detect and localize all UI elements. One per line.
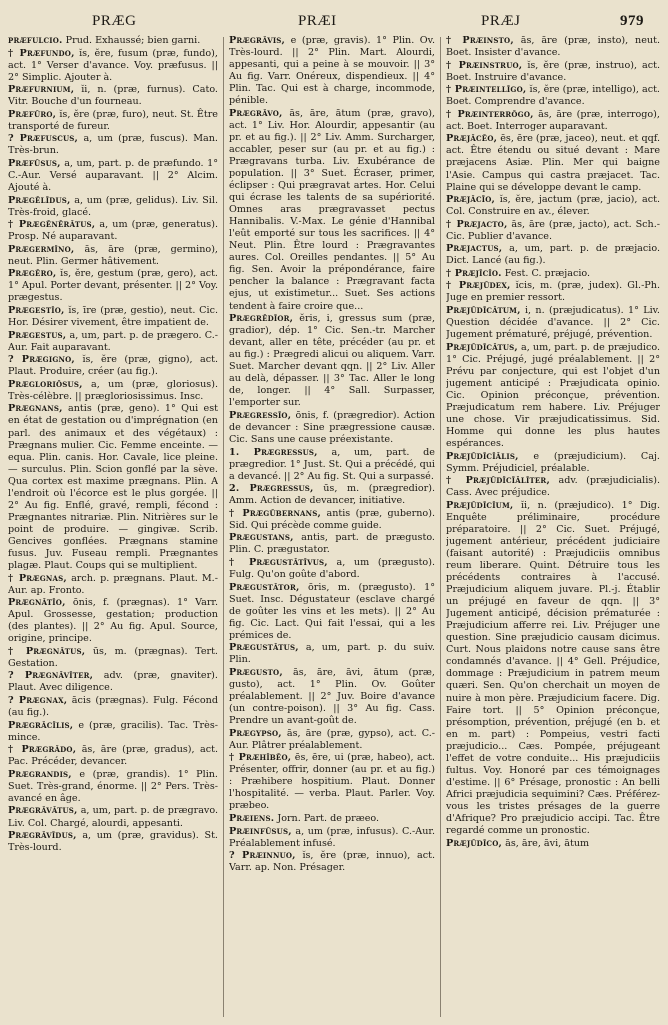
- running-head: [0, 13, 668, 35]
- entry-definition: ās, āre, āvi, ātum (præ, gusto), act. 1° Plin. Ov. Goûter préalablement. || 2° Juv. Boire d'avance (un contre-poison). || 3° Au fig. Cass. Prendre un avant-goût de.: [229, 666, 435, 727]
- dictionary-entry: [8, 830, 218, 854]
- dictionary-entry: [8, 597, 218, 645]
- entry-definition: ōris, m. (prægusto). 1° Suet. Insc. Dégustateur (esclave chargé de goûter les vins et les mets). || 2° Au fig. Cic. Lact. Qui fait l'essai, qui a les prémices de.: [229, 581, 435, 641]
- header-left-guideword: PRÆG: [92, 13, 137, 29]
- entry-headword: Prægressĭo,: [229, 409, 292, 421]
- dictionary-entry: [229, 508, 435, 532]
- dictionary-entry: [8, 195, 218, 219]
- dictionary-entry: [8, 670, 218, 694]
- entry-definition: e (præ, gracilis). Tac. Très-mince.: [8, 719, 218, 743]
- dictionary-entry: [446, 305, 660, 341]
- entry-headword: Præjūdĭco,: [446, 837, 503, 849]
- entry-definition: ūs, m. (prægredior). Amm. Action de devancer, initiative.: [229, 483, 435, 507]
- entry-definition: ās, āre (præ, germino), neut. Plin. Germer hâtivement.: [8, 243, 218, 267]
- dictionary-entry: [446, 35, 660, 59]
- entry-headword: Præjūdĭcātus,: [446, 341, 518, 353]
- dictionary-entry: [229, 483, 435, 507]
- column-2: [229, 35, 435, 1020]
- entry-headword: † Præjacto,: [446, 218, 508, 230]
- entry-headword: Prægestĭo,: [8, 305, 65, 317]
- entry-headword: præfulcio.: [8, 35, 63, 46]
- entry-headword: Prægypso,: [229, 727, 282, 739]
- dictionary-entry: [8, 158, 218, 194]
- dictionary-entry: [8, 84, 218, 108]
- entry-headword: † Præinsto,: [446, 35, 514, 46]
- header-right-guideword: PRÆJ: [481, 13, 521, 29]
- entry-headword: † Prægnas,: [8, 572, 67, 584]
- dictionary-entry: [229, 557, 435, 581]
- entry-definition: ācis (prægnas). Fulg. Fécond (au fig.).: [8, 695, 218, 719]
- dictionary-entry: [446, 838, 660, 850]
- entry-definition: e (præ, gravis). 1° Plin. Ov. Très-lourd. || 2° Plin. Mart. Alourdi, appesanti, qui a peine à se mouvoir. || 3° Au fig. Varr. Onéreux, dispendieux. || 4° Plin. Tac. Qui est à charge, incommode, pénible.: [229, 35, 435, 107]
- entry-headword: 2. Prægressus,: [229, 483, 314, 495]
- entry-headword: † Præjūdĭcĭālĭter,: [446, 475, 550, 487]
- entry-definition: Fest. C. præjacio.: [504, 267, 591, 279]
- entry-headword: Præjăcĕo,: [446, 133, 498, 145]
- dictionary-entry: [446, 500, 660, 837]
- entry-definition: e (præ, grandis). 1° Plin. Suet. Très-grand, énorme. || 2° Pers. Très-avancé en âge.: [8, 768, 218, 804]
- entry-headword: Prægnātĭo,: [8, 597, 66, 609]
- entry-headword: Prægrăvātus,: [8, 805, 78, 817]
- entry-definition: a, um (præ, fuscus). Man. Très-brun.: [8, 133, 218, 157]
- dictionary-entry: [8, 48, 218, 84]
- entry-definition: Prud. Exhaussé; bien garni.: [65, 35, 201, 46]
- entry-headword: ? Prægnāvĭter,: [8, 670, 94, 682]
- dictionary-entry: [446, 84, 660, 108]
- dictionary-entry: [8, 268, 218, 304]
- dictionary-entry: [8, 720, 218, 744]
- dictionary-entry: [8, 769, 218, 805]
- dictionary-entry: [8, 330, 218, 354]
- dictionary-entry: [8, 354, 218, 378]
- dictionary-entry: [446, 243, 660, 267]
- entry-headword: Præfūro,: [8, 108, 57, 120]
- dictionary-entry: [8, 35, 218, 47]
- entry-headword: † Præhĭbĕo,: [229, 752, 292, 764]
- entry-definition: ēs, ēre (præ, jaceo), neut. et qqf. act. Être étendu ou situé devant : Mare præjacens Asiæ. Plin. Mer qui baigne l'Asie. Campus qui castra præjacet. Tac. Plaine qui se développe devant le camp.: [446, 133, 660, 193]
- column-3: [446, 35, 660, 1020]
- entry-definition: ĭs, ĕre, jactum (præ, jacio), act. Col. Construire en av., élever.: [446, 194, 660, 218]
- entry-headword: 1. Prægressus,: [229, 446, 318, 458]
- header-center-guideword: PRÆI: [298, 13, 337, 29]
- dictionary-entry: [8, 695, 218, 719]
- dictionary-entry: [8, 403, 218, 572]
- entry-headword: † Præjūdex,: [446, 280, 511, 292]
- entry-headword: Præinfūsus,: [229, 825, 292, 837]
- entry-definition: ōnis, f. (prægredior). Action de devancer : Sine prægressione causæ. Cic. Sans une cause préexistante.: [229, 409, 435, 446]
- dictionary-entry: [446, 451, 660, 475]
- entry-headword: † Præintellĭgo,: [446, 84, 527, 96]
- entry-definition: ĭs, ĕre (præ, furo), neut. St. Être transporté de fureur.: [8, 108, 218, 132]
- entry-headword: † Prægnātus,: [8, 645, 86, 657]
- dictionary-entry: [229, 35, 435, 107]
- entry-definition: antis (præ, geno). 1° Qui est en état de gestation ou d'imprégnation (en parl. des animaux et des végétaux) : Prægnans mulier. Cic. Femme enceinte. — equa. Plin. canis. Hor. Cavale, lice pleine. — surculus. Plin. Scion gonflé par la sève. Qua cortex est maxime prægnans. Plin. A l'endroit où l'écorce est le plus gorgée. || 2° Au fig. Enflé, gravé, rempli, fécond : Prægnantes nitrariæ. Plin. Nitrières sur le point de produire. — gingivæ. Scrib. Gencives gonflées. Prægnans stamine fusus. Juv. Fuseau rempli. Prægnantes plagæ. Plaut. Coups qui se multiplient.: [8, 403, 218, 572]
- entry-headword: Prægustans,: [229, 532, 294, 544]
- entry-headword: Præjūdĭcātum,: [446, 305, 521, 317]
- dictionary-entry: [446, 194, 660, 218]
- dictionary-entry: [229, 108, 435, 313]
- entry-headword: Prægrăvĭdus,: [8, 830, 77, 842]
- entry-headword: † Præfundo,: [8, 47, 75, 59]
- dictionary-entry: [8, 219, 218, 243]
- entry-headword: Prægrăvo,: [229, 107, 283, 119]
- entry-definition: ĭs, ĕre, fusum (præ, fundo), act. 1° Verser d'avance. Voy. præfusus. || 2° Simplic. Ajouter à.: [8, 47, 218, 83]
- entry-definition: ĭs, īre (præ, gestio), neut. Cic. Hor. Désirer vivement, être impatient de.: [8, 305, 218, 329]
- dictionary-entry: [8, 573, 218, 597]
- dictionary-entry: [8, 244, 218, 268]
- dictionary-entry: [8, 805, 218, 829]
- dictionary-entry: [229, 752, 435, 812]
- entry-definition: antis, part. de prægusto. Plin. C. prægustator.: [229, 532, 435, 556]
- entry-definition: Jorn. Part. de præeo.: [277, 813, 380, 824]
- entry-definition: a, um, part. p. du suiv. Plin.: [229, 642, 435, 666]
- entry-definition: ās, āre (præ, gradus), act. Pac. Précéder, devancer.: [8, 744, 218, 768]
- entry-headword: † Præinstruo,: [446, 59, 523, 71]
- entry-definition: ĭi, n. (præ, furnus). Cato. Vitr. Bouche d'un fourneau.: [8, 84, 218, 108]
- entry-definition: ēs, ēre, ui (præ, habeo), act. Présenter, offrir, donner (au pr. et au fig.) : Præhibere hospitium. Plaut. Donner l'hospitalité. — verba. Plaut. Parler. Voy. præbeo.: [229, 752, 435, 812]
- entry-headword: Prægrăcĭlis,: [8, 719, 74, 731]
- dictionary-entry: [8, 133, 218, 157]
- entry-headword: Prægĕro,: [8, 268, 57, 280]
- entry-definition: ās, āre (præ, insto), neut. Boet. Insister d'avance.: [446, 35, 660, 59]
- entry-headword: Prægrĕdĭor,: [229, 313, 294, 325]
- entry-headword: Prægusto,: [229, 666, 283, 678]
- dictionary-entry: [8, 744, 218, 768]
- entry-definition: a, um (præ, generatus). Prosp. Né auparavant.: [8, 219, 218, 243]
- entry-headword: Præjūdĭcĭālis,: [446, 450, 519, 462]
- entry-definition: a, um (præ, gelidus). Liv. Sil. Très-froid, glacé.: [8, 194, 218, 218]
- entry-definition: ōnis, f. (prægnas). 1° Varr. Apul. Grossesse, gestation; production (des plantes). || 2° Au fig. Apul. Source, origine, principe.: [8, 597, 218, 645]
- entry-headword: † Præinterrŏgo,: [446, 108, 534, 120]
- entry-headword: † Prægĕnĕrātus,: [8, 219, 96, 231]
- dictionary-entry: [8, 379, 218, 403]
- entry-definition: a, um (prægusto). Fulg. Qu'on goûte d'abord.: [229, 557, 435, 581]
- dictionary-entry: [446, 342, 660, 450]
- entry-definition: ās, āre (præ, jacto), act. Sch.-Cic. Publier d'avance.: [446, 218, 660, 242]
- entry-definition: antis (præ, guberno). Sid. Qui précède comme guide.: [229, 507, 435, 531]
- dictionary-entry: [229, 410, 435, 446]
- entry-definition: ās, āre (præ, interrogo), act. Boet. Interroger auparavant.: [446, 108, 660, 132]
- dictionary-entry: [8, 646, 218, 670]
- dictionary-entry: [229, 728, 435, 752]
- entry-definition: arch. p. prægnans. Plaut. M.-Aur. ap. Fronto.: [8, 572, 218, 596]
- entry-headword: † Prægustātīvus,: [229, 557, 328, 569]
- entry-headword: Prægloriōsus,: [8, 378, 83, 390]
- entry-headword: Prægrăvis,: [229, 35, 286, 46]
- entry-headword: ? Præfuscus,: [8, 133, 79, 145]
- entry-definition: ĭcis, m. (præ, judex). Gl.-Ph. Juge en premier ressort.: [446, 280, 660, 304]
- dictionary-entry: [446, 268, 660, 280]
- column-1: [8, 35, 218, 1020]
- entry-headword: Prægermĭno,: [8, 243, 75, 255]
- dictionary-entry: [446, 280, 660, 304]
- entry-headword: Præjactus,: [446, 243, 503, 255]
- entry-definition: ĭs, ĕre (præ, innuo), act. Varr. ap. Non. Présager.: [229, 850, 435, 874]
- entry-definition: ĭs, ĕre (præ, gigno), act. Plaut. Produire, créer (au fig.).: [8, 354, 218, 378]
- dictionary-entry: [229, 813, 435, 825]
- column-divider: [223, 37, 224, 1017]
- entry-definition: a, um, part. p. de præfundo. 1° C.-Aur. Versé auparavant. || 2° Alcim. Ajouté à.: [8, 157, 218, 194]
- entry-definition: ās, āre (præ, gypso), act. C.-Aur. Plâtrer préalablement.: [229, 727, 435, 751]
- dictionary-entry: [229, 582, 435, 642]
- dictionary-entry: [229, 313, 435, 409]
- entry-definition: ās, āre, ātum (præ, gravo), act. 1° Liv. Hor. Alourdir, appesantir (au pr. et au fig.). || 2° Liv. Amm. Surcharger, accabler, peser sur (au pr. et au fig.) : Prægravans turba. Liv. Exubérance de population. || 3° Suet. Écraser, primer, éclipser : Qui prægravat artes. Hor. Celui qui écrase les talents de sa supériorité. Omnes aras prægravasset pectus Hannibalis. V.-Max. Le génie d'Hannibal l'eût emporté sur tous les sacrifices. || 4° Neut. Plin. Être lourd : Prægravantes aures. Col. Oreilles pendantes. || 5° Au fig. Sen. Avoir la prépondérance, faire pencher la balance : Prægravant facta ejus, ut existimetur... Suet. Ses actions tendent à faire croire que...: [229, 107, 435, 312]
- entry-headword: Præfūsus,: [8, 157, 61, 169]
- dictionary-entry: [446, 219, 660, 243]
- entry-definition: ĭs, ĕre, gestum (præ, gero), act. 1° Apul. Porter devant, présenter. || 2° Voy. prægestus.: [8, 268, 218, 304]
- entry-headword: ? Præinnuo,: [229, 850, 296, 862]
- dictionary-entry: [229, 850, 435, 874]
- entry-definition: adv. (præ, gnaviter). Plaut. Avec diligence.: [8, 670, 218, 694]
- page-number: 979: [620, 13, 644, 29]
- entry-definition: a, um (præ, gloriosus). Très-célèbre. || prægloriosissimus. Insc.: [8, 378, 218, 402]
- entry-headword: Prægĕlĭdus,: [8, 194, 71, 206]
- entry-headword: ? Prægnax,: [8, 695, 68, 707]
- entry-definition: ās, āre, āvi, ātum: [505, 837, 590, 849]
- entry-definition: a, um, part. p. de præjudico. 1° Cic. Préjugé, jugé préalablement. || 2° Prévu par conjecture, qui est l'objet d'un jugement anticipé : Præjudicata opinio. Cic. Opinion préconçue, prévention. Præjudicatum rem habere. Liv. Préjuger une chose. Vir præjudicatissimus. Sid. Homme qui donne les plus hautes espérances.: [446, 341, 660, 450]
- entry-definition: a, um, part. p. de prægravo. Liv. Col. Chargé, alourdi, appesanti.: [8, 805, 218, 829]
- entry-headword: Prægrandis,: [8, 768, 72, 780]
- entry-definition: a, um, part. p. de prægero. C.-Aur. Fait auparavant.: [8, 329, 218, 353]
- entry-headword: Præiens.: [229, 813, 275, 824]
- entry-headword: ? Prægigno,: [8, 354, 75, 366]
- entry-headword: † Præjĭcĭo.: [446, 267, 502, 279]
- dictionary-entry: [8, 305, 218, 329]
- entry-definition: ĕris, i, gressus sum (præ, gradior), dép. 1° Cic. Sen.-tr. Marcher devant, aller en tête, précéder (au pr. et au fig.) : Prægredi alicui ou aliquem. Varr. Suet. Marcher devant qqn. || 2° Liv. Aller au delà, dépasser. || 3° Tac. Aller le long de, longer. || 4° Sall. Surpasser, l'emporter sur.: [229, 313, 435, 409]
- entry-definition: adv. (præjudicialis). Cass. Avec préjudice.: [446, 475, 660, 499]
- entry-definition: a, um, part. de prægredior. 1° Just. St. Qui a précédé, qui a devancé. || 2° Au fig. St. Qui a surpassé.: [229, 446, 435, 482]
- dictionary-entry: [446, 133, 660, 193]
- entry-headword: Prægustātus,: [229, 642, 299, 654]
- entry-definition: ĭi, n. (præjudico). 1° Dig. Enquête préliminaire, procédure préparatoire. || 2° Cic. Suet. Préjugé, jugement antérieur, précédent judiciaire (faisant autorité) : Præjudiciis omnibus reum liberare. Quint. Détruire tous les précédents contraires à l'accusé. Præjudicium aliquem juvare. Pl.-j. Établir un préjugé en faveur de qqn. || 3° Jugement anticipé, décision prématurée : Præjudicium afferre rei. Liv. Préjuger une question. Sine præjudicio causam dicimus. Curt. Nous plaidons notre cause sans être condamnés d'avance. || 4° Gell. Préjudice, dommage : Præjudicium in patrem meum quæri. Sen. Qu'on cherchait un moyen de nuire à mon père. Præjudicium facere. Dig. Faire tort. || 5° Opinion préconçue, présomption, prévention, préjugé (en b. et en m. part) : Pompeius, vestri facti præjudicio... Cæs. Pompée, préjugeant l'effet de votre conduite... His præjudiciis fultus. Voy. Honoré par ces témoignages d'estime. || 6° Présage, pronostic : An belli Africi præjudicia sequimini? Cæs. Préférez-vous les tristes présages de la guerre d'Afrique? Pro præjudicio accipi. Tac. Être regardé comme un pronostic.: [446, 499, 660, 837]
- entry-headword: Prægnans,: [8, 403, 63, 415]
- entry-headword: † Prægrădo,: [8, 744, 77, 756]
- dictionary-entry: [8, 109, 218, 133]
- entry-headword: Præjăcĭo,: [446, 194, 496, 206]
- entry-definition: a, um, part. p. de præjacio. Dict. Lancé (au fig.).: [446, 243, 660, 267]
- dictionary-entry: [446, 60, 660, 84]
- entry-headword: Prægestus,: [8, 329, 67, 341]
- entry-definition: a, um (præ, infusus). C.-Aur. Préalablement infusé.: [229, 825, 435, 849]
- dictionary-entry: [229, 447, 435, 483]
- entry-definition: ĭs, ĕre (præ, instruo), act. Boet. Instruire d'avance.: [446, 59, 660, 83]
- entry-headword: Præfurnium,: [8, 84, 75, 96]
- entry-headword: † Prægŭbernans,: [229, 507, 322, 519]
- entry-definition: ūs, m. (prægnas). Tert. Gestation.: [8, 645, 218, 669]
- dictionary-entry: [229, 826, 435, 850]
- dictionary-entry: [229, 642, 435, 666]
- entry-definition: i, n. (præjudicatus). 1° Liv. Question décidée d'avance. || 2° Cic. Jugement prématuré, préjugé, prévention.: [446, 305, 660, 341]
- column-divider: [440, 37, 441, 1017]
- dictionary-entry: [446, 475, 660, 499]
- dictionary-entry: [229, 667, 435, 727]
- dictionary-entry: [229, 532, 435, 556]
- entry-definition: e (præjudicium). Caj. Symm. Préjudiciel, préalable.: [446, 450, 660, 474]
- entry-headword: Præjūdĭcĭum,: [446, 499, 514, 511]
- entry-headword: Prægustātor,: [229, 581, 300, 593]
- entry-definition: ĭs, ĕre (præ, intelligo), act. Boet. Comprendre d'avance.: [446, 84, 660, 108]
- dictionary-entry: [446, 109, 660, 133]
- entry-definition: a, um (præ, gravidus). St. Très-lourd.: [8, 830, 218, 854]
